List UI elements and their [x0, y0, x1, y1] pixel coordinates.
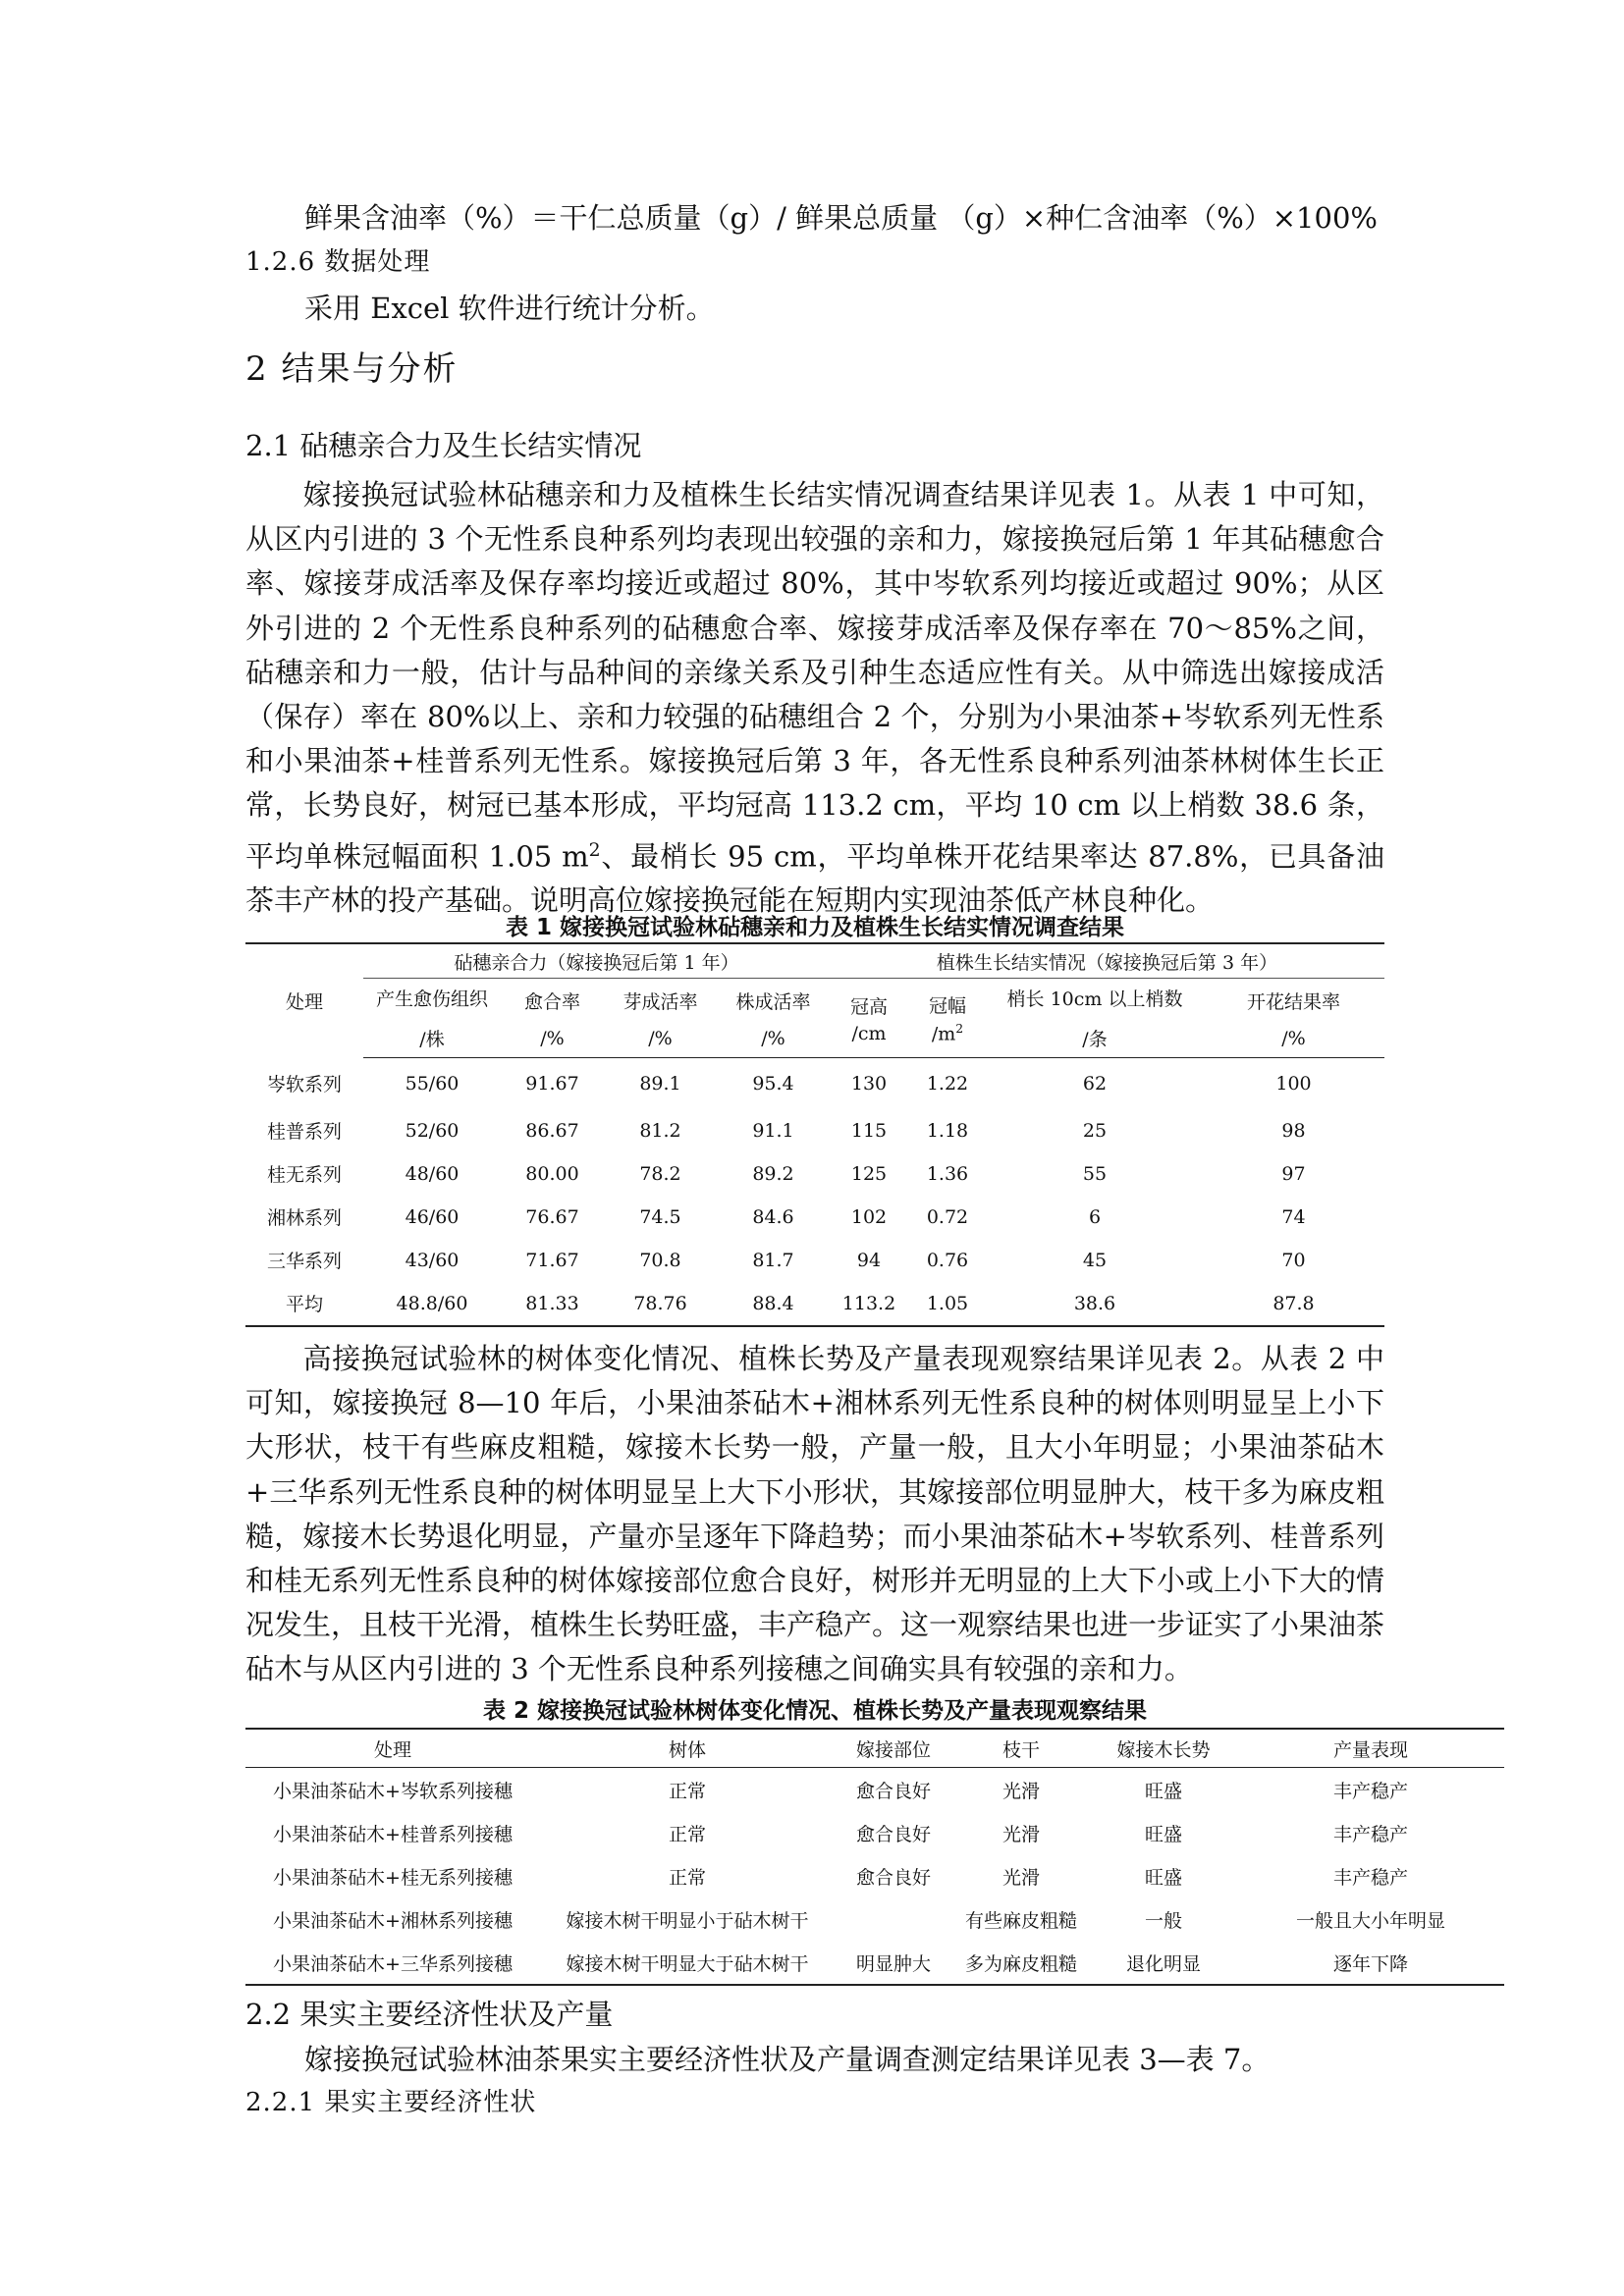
table-cell: 嫁接木树干明显小于砧木树干 [566, 1909, 809, 1932]
table-cell: 62 [1082, 1072, 1108, 1095]
table-cell: 81.33 [501, 1282, 604, 1326]
table-2-header-row [245, 1729, 1504, 1768]
table-cell: 1.22 [926, 1072, 969, 1095]
table-cell: 115 [850, 1119, 888, 1142]
table-cell: 正常 [668, 1823, 706, 1845]
table-cell: 旺盛 [1144, 1780, 1182, 1802]
table-2 [245, 1728, 1504, 1986]
table-1 [245, 942, 1384, 1327]
table-row [245, 1941, 1504, 1985]
table-cell: 愈合良好 [855, 1823, 931, 1845]
oil-content-formula: 鲜果含油率（%）＝干仁总质量（g）/ 鲜果总质量 （g）×种仁含油率（%）×100% [304, 201, 1378, 235]
table-cell: 98 [1281, 1119, 1306, 1142]
table-cell: 1.18 [926, 1119, 969, 1142]
paragraph-1-text: 嫁接换冠试验林砧穗亲和力及植株生长结实情况调查结果详见表 1。从表 1 中可知，从区内引进的 3 个无性系良种系列均表现出较强的亲和力，嫁接换冠后第 1 年其砧穗愈合率、嫁接芽成活率及保存率均接近或超过 80%，其中岑软系列均接近或超过 90%；从区外引进的 2 个无性系良种系列的砧穗愈合率、嫁接芽成活率及保存率在 70～85%之间，砧穗亲和力一般，估计与品种间的亲缘关系及引种生态适应性有关。从中筛选出嫁接成活（保存）率在 80%以上、亲和力较强的砧穗组合 2 个，分别为小果油茶+岑软系列无性系和小果油茶+桂普系列无性系。嫁接换冠后第 3 年，各无性系良种系列油茶林树体生长正常，长势良好，树冠已基本形成，平均冠高 113.2 cm，平均 10 cm 以上梢数 38.6 条，平均单株冠幅面积 1.05 m [245, 478, 1384, 874]
table-row [245, 1239, 1384, 1282]
table-cell: 一般 [1144, 1909, 1182, 1932]
table-cell: 89.2 [752, 1162, 794, 1185]
table-cell: 丰产稳产 [1332, 1866, 1408, 1889]
table-cell: 45 [1082, 1249, 1108, 1271]
table-cell: 95.4 [752, 1072, 794, 1095]
table-cell: 湘林系列 [266, 1207, 342, 1229]
table-cell: 小果油茶砧木+桂无系列接穗 [273, 1866, 513, 1889]
table-2-header-scion-vigor: 嫁接木长势 [1090, 1729, 1237, 1768]
table-row [245, 1109, 1384, 1152]
table-cell: 55 [1082, 1162, 1108, 1185]
table-cell: 102 [850, 1205, 888, 1228]
paragraph-1-tail: 、最梢长 95 cm，平均单株开花结果率达 87.8%，已具备油茶丰产林的投产基础。说明高位嫁接换冠能在短期内实现油茶低产林良种化。 [245, 839, 1384, 918]
table-cell: 一般且大小年明显 [1295, 1909, 1445, 1932]
section-2-heading: 2 结果与分析 [245, 349, 459, 389]
table-1-header-col: 开花结果率 /% [1203, 979, 1384, 1058]
table-2-header-yield: 产量表现 [1237, 1729, 1504, 1768]
table-2-header-treatment: 处理 [245, 1729, 540, 1768]
paragraph-1-superscript: 2 [588, 839, 601, 861]
table-row [245, 1811, 1504, 1854]
table-cell: 25 [1082, 1119, 1108, 1142]
table-cell: 小果油茶砧木+湘林系列接穗 [273, 1909, 513, 1932]
table-row [245, 1897, 1504, 1941]
table-cell: 小果油茶砧木+三华系列接穗 [245, 1941, 540, 1985]
table-cell: 113.2 [830, 1282, 908, 1326]
table-cell: 小果油茶砧木+岑软系列接穗 [273, 1780, 513, 1802]
table-cell: 81.7 [752, 1249, 794, 1271]
table-1-header-col: 冠幅 $/m^2$ [908, 979, 987, 1058]
table-1-header-col: 冠高 /cm [830, 979, 908, 1058]
table-cell: 0.76 [926, 1249, 969, 1271]
table-1-header-treatment: 处理 [285, 991, 323, 1014]
table-row [245, 1058, 1384, 1109]
table-1-header-col: 芽成活率 /% [604, 979, 717, 1058]
table-cell: 愈合良好 [855, 1866, 931, 1889]
table-cell: 正常 [668, 1866, 706, 1889]
table-cell: 平均 [245, 1282, 363, 1326]
table-cell: 多为麻皮粗糙 [952, 1941, 1090, 1985]
table-2-header-tree-body: 树体 [540, 1729, 835, 1768]
table-cell: 81.2 [639, 1119, 681, 1142]
table-cell: 80.00 [525, 1162, 579, 1185]
table-cell: 1.36 [926, 1162, 969, 1185]
table-cell: 48/60 [405, 1162, 460, 1185]
table-cell: 130 [850, 1072, 888, 1095]
table-cell: 46/60 [405, 1205, 460, 1228]
table-cell: 74 [1281, 1205, 1306, 1228]
table-cell: 旺盛 [1144, 1823, 1182, 1845]
table-1-caption: 表 1 嫁接换冠试验林砧穗亲和力及植株生长结实情况调查结果 [505, 915, 1125, 940]
table-cell: 125 [850, 1162, 888, 1185]
section-1-2-6-heading: 1.2.6 数据处理 [245, 247, 431, 277]
table-cell: 100 [1275, 1072, 1312, 1095]
table-cell: 52/60 [405, 1119, 460, 1142]
section-1-2-6-text: 采用 Excel 软件进行统计分析。 [304, 292, 715, 325]
table-cell: 有些麻皮粗糙 [964, 1909, 1077, 1932]
table-cell: 丰产稳产 [1332, 1780, 1408, 1802]
table-row [245, 1196, 1384, 1239]
table-cell: 小果油茶砧木+桂普系列接穗 [273, 1823, 513, 1845]
table-cell: 1.05 [908, 1282, 987, 1326]
table-cell: 70.8 [639, 1249, 681, 1271]
table-cell: 0.72 [926, 1205, 969, 1228]
table-1-group-growth-fruiting: 植株生长结实情况（嫁接换冠后第 3 年） [830, 943, 1384, 979]
paragraph-2-text: 高接换冠试验林的树体变化情况、植株长势及产量表现观察结果详见表 2。从表 2 中可知，嫁接换冠 8—10 年后，小果油茶砧木+湘林系列无性系良种的树体则明显呈上小下大形状，枝干有些麻皮粗糙，嫁接木长势一般，产量一般，且大小年明显；小果油茶砧木+三华系列无性系良种的树体明显呈上大下小形状，其嫁接部位明显肿大，枝干多为麻皮粗糙，嫁接木长势退化明显，产量亦呈逐年下降趋势；而小果油茶砧木+岑软系列、桂普系列和桂无系列无性系良种的树体嫁接部位愈合良好，树形并无明显的上大下小或上小下大的情况发生，且枝干光滑，植株生长势旺盛，丰产稳产。这一观察结果也进一步证实了小果油茶砧木与从区内引进的 3 个无性系良种系列接穗之间确实具有较强的亲和力。 [245, 1342, 1385, 1686]
table-cell: 78.76 [604, 1282, 717, 1326]
table-1-header-col: 梢长 10cm 以上梢数 /条 [987, 979, 1203, 1058]
table-cell: 逐年下降 [1237, 1941, 1504, 1985]
table-row-average [245, 1282, 1384, 1326]
table-row [245, 1854, 1504, 1897]
table-cell: 光滑 [1001, 1780, 1040, 1802]
table-cell: 76.67 [525, 1205, 579, 1228]
table-cell: 桂无系列 [266, 1164, 342, 1186]
table-cell: 光滑 [1001, 1823, 1040, 1845]
table-cell: 嫁接木树干明显大于砧木树干 [540, 1941, 835, 1985]
table-cell: 48.8/60 [363, 1282, 501, 1326]
table-cell: 91.1 [752, 1119, 794, 1142]
section-2-2-1-heading: 2.2.1 果实主要经济性状 [245, 2088, 537, 2117]
section-2-1-paragraph-1 [245, 473, 1384, 924]
table-2-caption: 表 2 嫁接换冠试验林树体变化情况、植株长势及产量表现观察结果 [482, 1698, 1148, 1724]
section-2-1-heading: 2.1 砧穗亲合力及生长结实情况 [245, 429, 642, 462]
section-2-2-heading: 2.2 果实主要经济性状及产量 [245, 1998, 614, 2031]
table-1-header-col: 株成活率 /% [717, 979, 830, 1058]
table-cell: 86.67 [525, 1119, 579, 1142]
table-cell: 退化明显 [1090, 1941, 1237, 1985]
table-cell: 岑软系列 [266, 1074, 342, 1095]
table-cell: 71.67 [525, 1249, 579, 1271]
table-cell: 43/60 [405, 1249, 460, 1271]
table-cell: 78.2 [639, 1162, 681, 1185]
table-cell: 84.6 [752, 1205, 794, 1228]
table-row [245, 1768, 1504, 1812]
table-cell: 三华系列 [266, 1251, 342, 1272]
table-cell [835, 1897, 952, 1941]
table-cell: 88.4 [717, 1282, 830, 1326]
table-cell: 91.67 [525, 1072, 579, 1095]
table-cell: 94 [856, 1249, 882, 1271]
table-2-header-graft-site: 嫁接部位 [835, 1729, 952, 1768]
table-row [245, 1152, 1384, 1196]
table-cell: 6 [1088, 1205, 1102, 1228]
table-cell: 光滑 [1001, 1866, 1040, 1889]
table-2-header-trunk: 枝干 [952, 1729, 1090, 1768]
table-cell: 正常 [668, 1780, 706, 1802]
table-cell: 87.8 [1203, 1282, 1384, 1326]
table-cell: 明显肿大 [835, 1941, 952, 1985]
section-2-1-paragraph-2 [245, 1337, 1384, 1692]
table-1-group-graft-affinity: 砧穗亲合力（嫁接换冠后第 1 年） [363, 943, 830, 979]
table-cell: 38.6 [987, 1282, 1203, 1326]
table-cell: 89.1 [639, 1072, 681, 1095]
table-1-header-col: 愈合率 /% [501, 979, 604, 1058]
table-cell: 愈合良好 [855, 1780, 931, 1802]
table-1-header-col: 产生愈伤组织 /株 [363, 979, 501, 1058]
table-cell: 桂普系列 [266, 1121, 342, 1143]
table-cell: 74.5 [639, 1205, 681, 1228]
table-cell: 旺盛 [1144, 1866, 1182, 1889]
table-cell: 丰产稳产 [1332, 1823, 1408, 1845]
table-cell: 55/60 [405, 1072, 460, 1095]
table-cell: 70 [1281, 1249, 1306, 1271]
table-cell: 97 [1281, 1162, 1306, 1185]
section-2-2-text: 嫁接换冠试验林油茶果实主要经济性状及产量调查测定结果详见表 3—表 7。 [304, 2043, 1271, 2076]
